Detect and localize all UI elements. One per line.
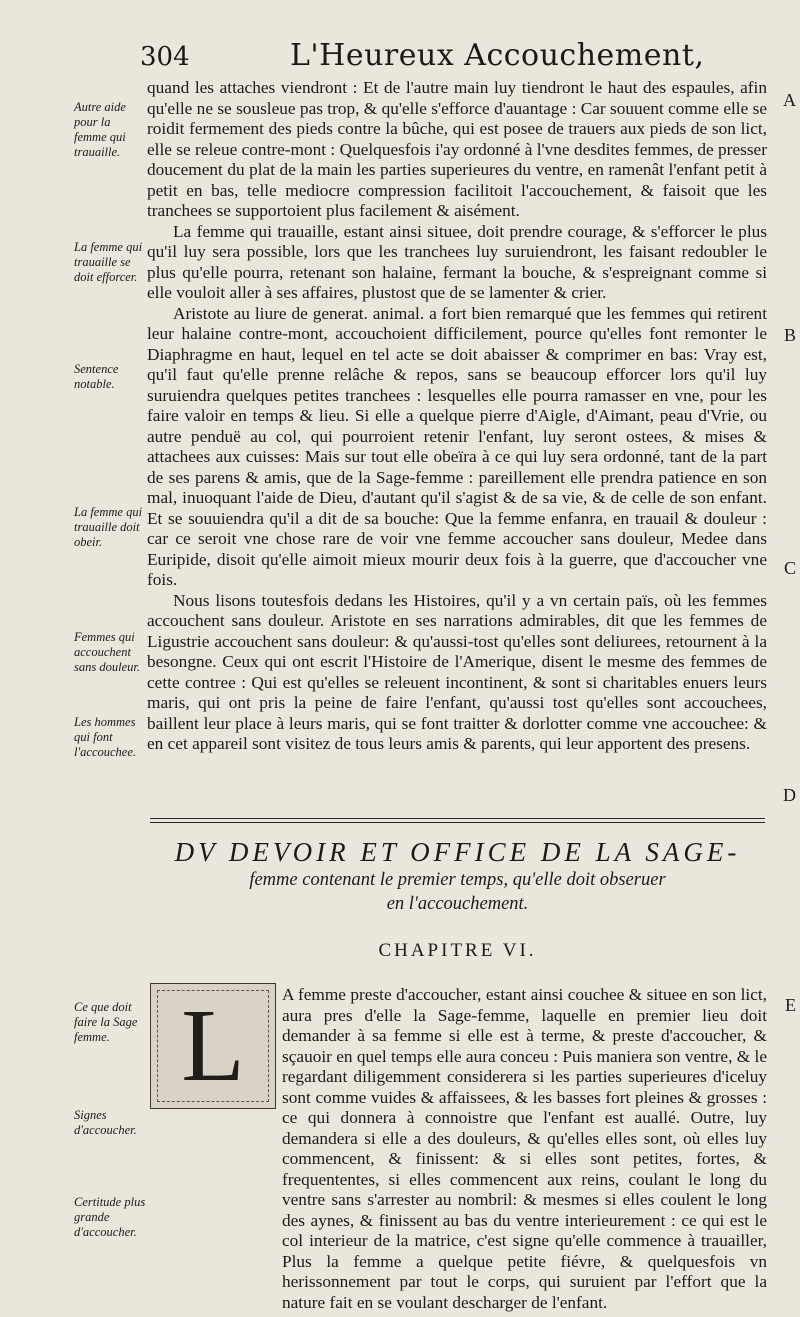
- edge-letter-a: A: [783, 90, 796, 110]
- paragraph: La femme qui trauaille, estant ainsi situee, doit prendre courage, & s'efforcer le plus qu'il luy sera possible, lors que les tranchees luy suruiendront, les faisant redoubler le plus qu'elle pourra, retenant son halaine, fermant la bouche, & s'espreignant comme si elle vouloit aller à ses affaires, plustost que de se lamenter & crier.: [147, 221, 767, 302]
- section-heading-line: en l'accouchement.: [386, 894, 529, 914]
- margin-note: Autre aide pour la femme qui trauaille.: [74, 100, 126, 159]
- paragraph: quand les attaches viendront : Et de l'autre main luy tiendront le haut des espaules, afin qu'elle ne se sousleue pas trop, & qu'elle s'efforce d'auantage : Car souuent comme elle se roidit fermement des pieds contre la bûche, qui est posee de trauers aux pieds de son lict, elle se releue contre-mont : Quelquesfois i'ay ordonné à l'vne desdites femmes, de presser doucement du plat de la main les parties superieures du ventre, en ramenât l'enfant petit à petit en bas, telle mediocre compression facilitoit l'accouchement, & faisoit que les tranchees se supportoient plus facilement & aisément.: [147, 78, 767, 220]
- page-number: 304: [140, 42, 190, 72]
- section-heading-line: DV DEVOIR ET OFFICE DE LA SAGE-: [174, 837, 741, 867]
- paragraph: Aristote au liure de generat. animal. a fort bien remarqué que les femmes qui retirent leur halaine contre-mont, accouchoient difficilement, pource qu'elles font remonter le Diaphragme en haut, lequel en tel acte se doit abaisser & comprimer en bas: Vray est, qu'il faut qu'elle prenne relâche & repos, sans se beaucoup efforcer lors qu'il luy suruiendra quelques petites tranchees : lesquelles elle pourra ramasser en vne, pour les faire valoir en temps & lieu. Si elle a quelque pierre d'Aigle, d'Aimant, peau d'Vrie, ou autre penduë au col, qui pourroient retenir l'enfant, luy seront ostees, & mises & attachees aux cuisses: Mais sur tout elle obeïra à ce qui luy sera ordonné, tant de la part de ses parens & amis, que de la Sage-femme : pareillement elle prendra patience en son mal, inuoquant l'aide de Dieu, d'autant qu'il s'agist & de sa vie, & de celle de son enfant. Et se souuiendra qu'il a dit de sa bouche: Que la femme enfanra, en trauail & douleur : car ce seroit vne chose rare de voir vne femme accoucher sans douleur, Medee dans Euripide, disoit qu'elle aimoit mieux mourir deux fois à la guerre, que d'accoucher vne fois.: [147, 303, 767, 589]
- section-heading-line: femme contenant le premier temps, qu'elle doit obseruer: [249, 870, 666, 890]
- margin-note: Sentence notable.: [74, 362, 119, 391]
- drop-cap-ornament: [150, 983, 276, 1109]
- section-heading: [150, 836, 765, 916]
- drop-cap-letter: L: [181, 988, 245, 1103]
- section-rule: [150, 822, 765, 823]
- running-title: L'Heureux Accouchement,: [290, 38, 705, 73]
- chapter-title: CHAPITRE VI.: [378, 940, 537, 961]
- edge-letter-b: B: [783, 325, 796, 345]
- margin-note: Certitude plus grande d'accoucher.: [74, 1195, 146, 1239]
- paragraph: Nous lisons toutesfois dedans les Histoires, qu'il y a vn certain païs, où les femmes accouchent sans douleur. Aristote en ses narrations admirables, dit que les femmes de Ligustrie accouchent sans douleur: & qu'aussi-tost qu'elles sont deliurees, retournent à la besongne. Ceux qui ont escrit l'Histoire de l'Amerique, disent le mesme des femmes de cette contree : Qui est qu'elles se releuent incontinent, & sont si charitables enuers leurs maris, qui ont pris la peine de faire l'enfant, qu'aussi tost qu'elles sont accouchees, baillent leur place à leurs maris, qui se font traitter & dorlotter comme vne accouchee: & en cet appareil sont visitez de tous leurs amis & parents, qui leur apportent des presens.: [147, 590, 767, 753]
- margin-note: Ce que doit faire la Sage femme.: [74, 1000, 138, 1044]
- edge-letter-c: C: [783, 558, 796, 578]
- edge-letter-e: E: [785, 995, 796, 1015]
- margin-note: La femme qui trauaille doit obeir.: [74, 505, 143, 549]
- margin-note: Les hommes qui font l'accouchee.: [74, 715, 137, 759]
- margin-note: La femme qui trauaille se doit efforcer.: [74, 240, 143, 284]
- section-rule: [150, 818, 765, 819]
- chapter-paragraph: A femme preste d'accoucher, estant ainsi couchee & situee en son lict, aura pres d'elle la Sage-femme, laquelle en premier lieu doit demander à sa femme si elle est à terme, & preste d'accoucher, & sçauoir en quel temps elle aura conceu : Puis maniera son ventre, & le regardant diligemment considerera si les parties superieures d'iceluy sont comme vuides & affaissees, & les basses fort pleines & grosses : ce qui donnera à connoistre que l'enfant est auallé. Outre, luy demandera si elle a des douleurs, & qu'elles elles sont, où elles luy commencent, & finissent: & si elles sont petites, fortes, & frequententes, si elles commencent aux reins, coulant le long du ventre sans s'arrester au nombril: & mesmes si elles coulent le long des aynes, & finissent au bas du ventre interieurement : ce qui est le col interieur de la matrice, c'est signe qu'elle commence à trauailler, Plus la femme a quelque petite fiévre, & quelquesfois vn herissonnement par tout le corps, qui suruient par l'effort que la nature fait en se voulant descharger de l'enfant.: [282, 985, 767, 1312]
- margin-note: Signes d'accoucher.: [74, 1108, 137, 1137]
- edge-letter-d: D: [783, 785, 796, 805]
- margin-note: Femmes qui accouchent sans douleur.: [74, 630, 140, 674]
- body-text: [147, 78, 767, 755]
- page-header: [140, 34, 780, 74]
